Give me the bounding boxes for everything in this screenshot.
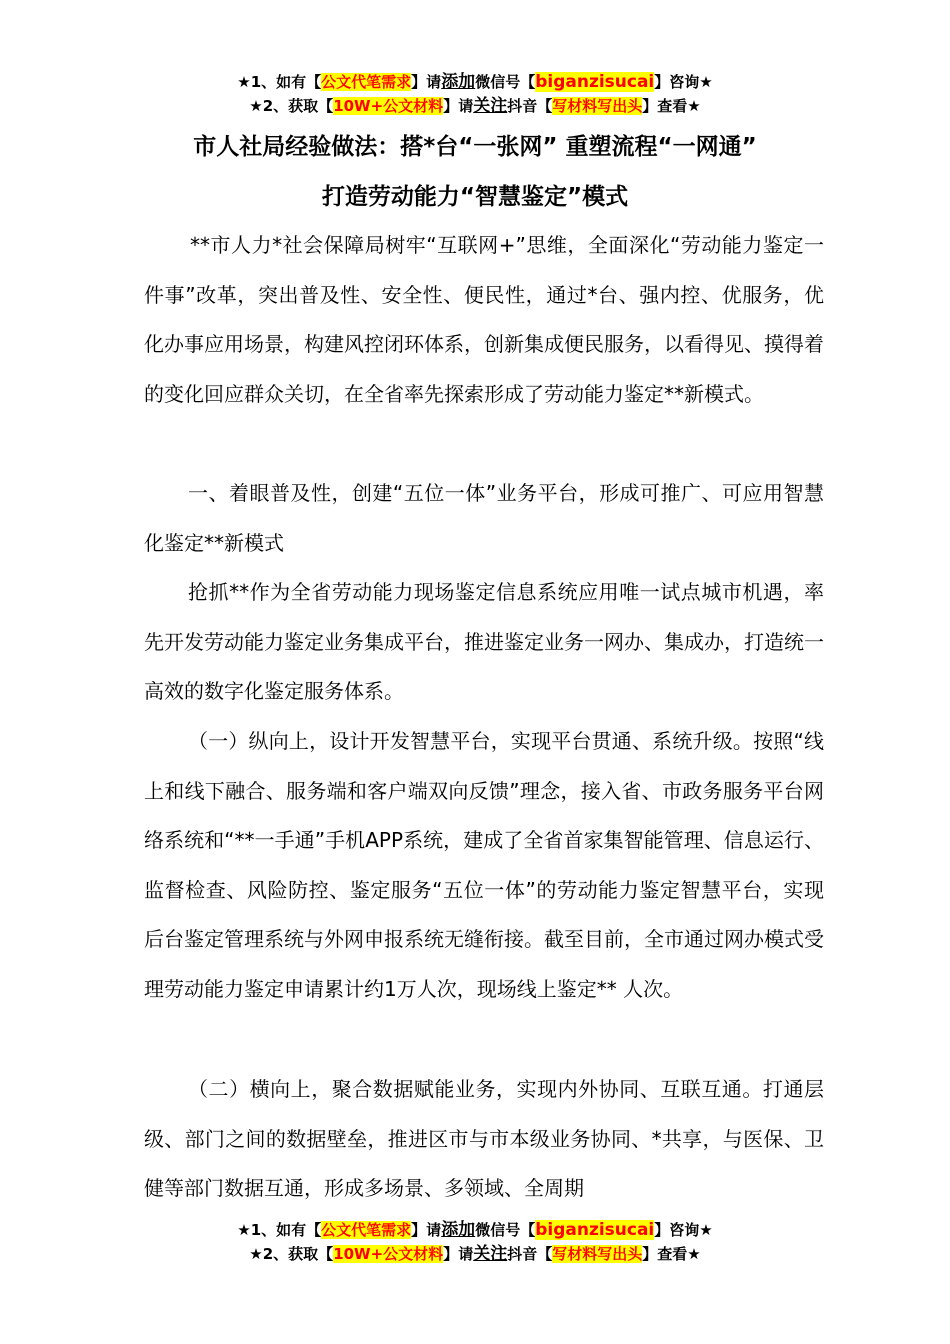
top-banner [0, 70, 950, 118]
banner-text: 】查看★ [642, 1245, 701, 1263]
banner-text: ★2、获取【 [249, 1245, 334, 1263]
banner-underlined: 关注 [473, 96, 508, 116]
banner-douyin-account: 写材料写出头 [552, 1245, 643, 1263]
banner-line-douyin [0, 94, 950, 118]
banner-text: 】请 [411, 73, 442, 91]
banner-text: 微信号【 [475, 1221, 536, 1239]
banner-wechat-id: biganzisucai [535, 72, 655, 92]
banner-text: ★2、获取【 [249, 97, 334, 115]
banner-douyin-account: 写材料写出头 [552, 97, 643, 115]
banner-highlight: 10W+公文材料 [333, 97, 444, 115]
banner-text: 微信号【 [475, 73, 536, 91]
paragraph-section-1: 抢抓**作为全省劳动能力现场鉴定信息系统应用唯一试点城市机遇，率先开发劳动能力鉴定业务集成平台，推进鉴定业务一网办、集成办，打造统一高效的数字化鉴定服务体系。 [144, 580, 824, 704]
banner-line-douyin [0, 1242, 950, 1266]
banner-text: ★1、如有【 [237, 1221, 322, 1239]
banner-highlight: 10W+公文材料 [333, 1245, 444, 1263]
paragraph-horizontal: （二）横向上，聚合数据赋能业务，实现内外协同、互联互通。打通层级、部门之间的数据壁垒，推进区市与市本级业务协同、*共享，与医保、卫健等部门数据互通，形成多场景、多领域、全周期 [144, 1077, 824, 1201]
banner-text: 】请 [443, 1245, 474, 1263]
banner-text: ★1、如有【 [237, 73, 322, 91]
doc-title-line-2: 打造劳动能力“智慧鉴定”模式 [321, 184, 629, 210]
banner-text: 】请 [443, 97, 474, 115]
banner-underlined: 添加 [441, 1220, 476, 1240]
paragraph-vertical: （一）纵向上，设计开发智慧平台，实现平台贯通、系统升级。按照“线上和线下融合、服务端和客户端双向反馈”理念，接入省、市政务服务平台网络系统和“**一手通”手机APP系统，建成了全省首家集智能管理、信息运行、监督检查、风险防控、鉴定服务“五位一体”的劳动能力鉴定智慧平台，实现后台鉴定管理系统与外网申报系统无缝衔接。截至目前，全市通过网办模式受理劳动能力鉴定申请累计约1万人次，现场线上鉴定** 人次。 [144, 729, 824, 1001]
banner-underlined: 关注 [473, 1244, 508, 1264]
banner-highlight: 公文代笔需求 [321, 73, 412, 91]
paragraph-intro: **市人力*社会保障局树牢“互联网+”思维，全面深化“劳动能力鉴定一件事”改革，突出普及性、安全性、便民性，通过*台、强内控、优服务，优化办事应用场景，构建风控闭环体系，创新集成便民服务，以看得见、摸得着的变化回应群众关切，在全省率先探索形成了劳动能力鉴定**新模式。 [144, 233, 824, 406]
banner-text: 】请 [411, 1221, 442, 1239]
banner-underlined: 添加 [441, 72, 476, 92]
banner-text: 抖音【 [507, 97, 553, 115]
banner-text: 】咨询★ [654, 73, 713, 91]
banner-text: 】咨询★ [654, 1221, 713, 1239]
banner-line-consult [0, 70, 950, 94]
banner-text: 】查看★ [642, 97, 701, 115]
section-heading-1: 一、着眼普及性，创建“五位一体”业务平台，形成可推广、可应用智慧化鉴定**新模式 [144, 481, 824, 555]
banner-highlight: 公文代笔需求 [321, 1221, 412, 1239]
banner-wechat-id: biganzisucai [535, 1220, 655, 1240]
doc-title-line-1: 市人社局经验做法：搭*台“一张网” 重塑流程“一网通” [193, 134, 757, 160]
bottom-banner [0, 1218, 950, 1266]
banner-line-consult [0, 1218, 950, 1242]
banner-text: 抖音【 [507, 1245, 553, 1263]
